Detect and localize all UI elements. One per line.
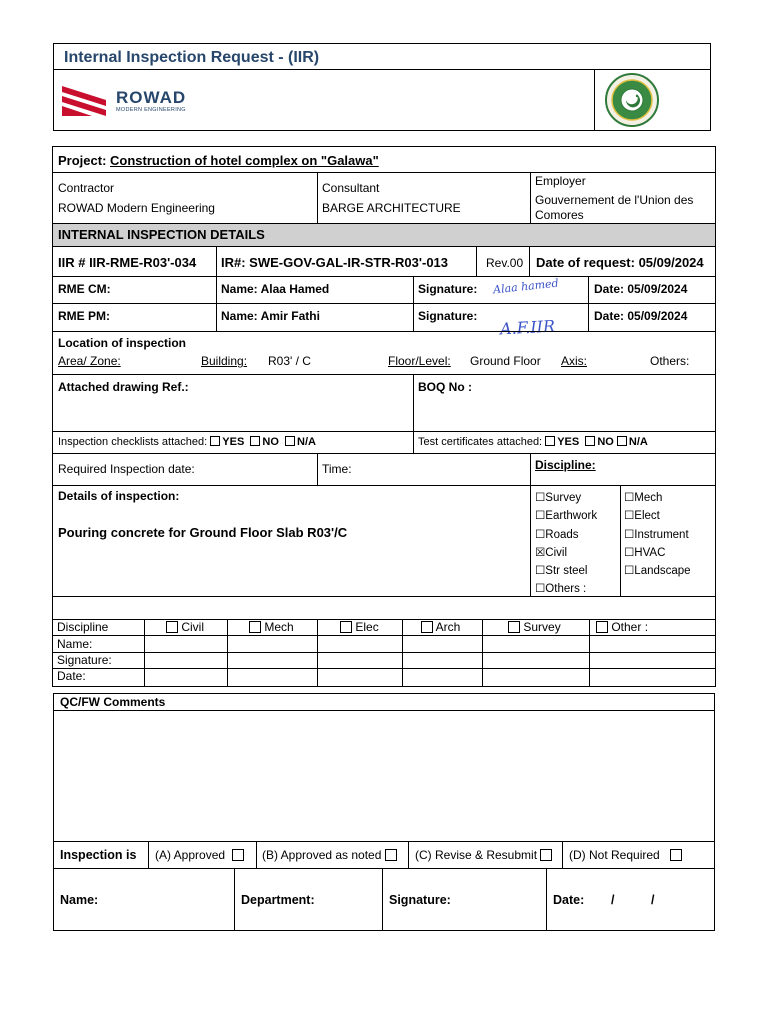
iir-number: IIR # IIR-RME-R03'-034 xyxy=(58,255,197,270)
header-box xyxy=(53,43,711,131)
rowad-logo-mark-icon xyxy=(62,82,110,120)
pm-date: Date: 05/09/2024 xyxy=(594,309,688,323)
signoff-elec: Elec xyxy=(340,620,379,634)
others-label: Others: xyxy=(650,354,690,368)
approved-as-noted-checkbox[interactable] xyxy=(385,849,397,861)
building-value: R03' / C xyxy=(268,354,311,368)
signoff-name-label: Name: xyxy=(57,637,93,651)
pm-signature-label: Signature: xyxy=(418,309,478,323)
boq-label: BOQ No : xyxy=(418,380,472,394)
discipline-roads[interactable]: ☐Roads xyxy=(535,528,579,541)
employer-value-2: Comores xyxy=(535,208,584,222)
discipline-elect[interactable]: ☐Elect xyxy=(624,510,660,523)
checklist-na-checkbox[interactable] xyxy=(285,436,295,446)
pm-label: RME PM: xyxy=(58,309,110,323)
discipline-others[interactable]: ☐Others : xyxy=(535,583,587,596)
certificates-attached: Test certificates attached: YES NO N/A xyxy=(418,436,648,448)
floor-level-label: Floor/Level: xyxy=(388,354,451,368)
footer-date-sep-2: / xyxy=(651,893,655,907)
cm-date: Date: 05/09/2024 xyxy=(594,282,688,296)
not-required-checkbox[interactable] xyxy=(670,849,682,861)
time-label: Time: xyxy=(322,462,352,476)
building-label: Building: xyxy=(201,354,248,368)
revision: Rev.00 xyxy=(486,256,524,270)
required-date-label: Required Inspection date: xyxy=(58,462,195,476)
cm-signature-label: Signature: xyxy=(418,282,478,296)
logo-name: ROWAD xyxy=(116,88,187,107)
signoff-grid xyxy=(52,619,716,686)
checklists-attached: Inspection checklists attached: YES NO N/A xyxy=(58,436,316,448)
signoff-mech: Mech xyxy=(249,620,294,634)
cert-no-checkbox[interactable] xyxy=(585,436,595,446)
discipline-earthwork[interactable]: ☐Earthwork xyxy=(535,510,598,523)
project-label: Project: Construction of hotel complex on "Galawa" xyxy=(58,153,379,168)
result-revise-resubmit: (C) Revise & Resubmit xyxy=(415,848,552,862)
signoff-discipline-header: Discipline xyxy=(57,620,109,634)
employer-value-1: Gouvernement de l'Union des xyxy=(535,193,694,207)
discipline-survey[interactable]: ☐Survey xyxy=(535,492,582,504)
checklist-yes-checkbox[interactable] xyxy=(210,436,220,446)
discipline-mech[interactable]: ☐Mech xyxy=(624,492,663,504)
logo-sub: MODERN ENGINEERING xyxy=(116,107,186,113)
discipline-options-left xyxy=(535,489,597,599)
discipline-civil[interactable]: ☒Civil xyxy=(535,546,568,559)
cm-label: RME CM: xyxy=(58,282,111,296)
approved-checkbox[interactable] xyxy=(232,849,244,861)
contractor-value: ROWAD Modern Engineering xyxy=(58,201,215,215)
signoff-other-checkbox[interactable] xyxy=(596,621,608,633)
result-not-required: (D) Not Required xyxy=(569,848,682,862)
footer-department-label: Department: xyxy=(241,893,315,907)
footer-name-label: Name: xyxy=(60,893,99,907)
footer-signature-label: Signature: xyxy=(389,893,451,907)
signoff-signature-label: Signature: xyxy=(57,653,112,667)
contractor-label: Contractor xyxy=(58,181,115,195)
result-approved-as-noted: (B) Approved as noted xyxy=(262,848,397,862)
discipline-instrument[interactable]: ☐Instrument xyxy=(624,528,689,541)
revise-resubmit-checkbox[interactable] xyxy=(540,849,552,861)
date-of-request: Date of request: 05/09/2024 xyxy=(536,255,704,270)
details-label: Details of inspection: xyxy=(58,489,180,503)
qc-comments-area[interactable] xyxy=(54,711,714,841)
checklist-no-checkbox[interactable] xyxy=(250,436,260,446)
result-approved: (A) Approved xyxy=(155,848,244,862)
project-value: Construction of hotel complex on "Galawa" xyxy=(110,153,379,168)
cert-na-checkbox[interactable] xyxy=(617,436,627,446)
discipline-landscape[interactable]: ☐Landscape xyxy=(624,565,691,578)
signoff-survey-checkbox[interactable] xyxy=(508,621,520,633)
signoff-survey: Survey xyxy=(508,620,561,634)
cm-name: Name: Alaa Hamed xyxy=(221,282,330,296)
signoff-civil-checkbox[interactable] xyxy=(166,621,178,633)
qc-comments-title: QC/FW Comments xyxy=(60,695,166,709)
drawing-ref-label: Attached drawing Ref.: xyxy=(58,380,189,394)
area-zone-label: Area/ Zone: xyxy=(58,354,121,368)
footer-date-label: Date: xyxy=(553,893,585,907)
cm-signature: Alaa hamed xyxy=(492,276,560,297)
employer-label: Employer xyxy=(535,174,586,188)
pm-name: Name: Amir Fathi xyxy=(221,309,320,323)
consultant-label: Consultant xyxy=(322,181,380,195)
location-title: Location of inspection xyxy=(58,336,186,350)
footer-date-sep-1: / xyxy=(611,893,615,907)
government-seal-icon xyxy=(604,72,660,131)
details-value: Pouring concrete for Ground Floor Slab R03'/C xyxy=(58,525,348,540)
signoff-date-label: Date: xyxy=(57,669,86,683)
discipline-str-steel[interactable]: ☐Str steel xyxy=(535,565,588,578)
consultant-value: BARGE ARCHITECTURE xyxy=(322,201,461,215)
rowad-logo xyxy=(62,82,222,122)
cert-yes-checkbox[interactable] xyxy=(545,436,555,446)
discipline-options-right xyxy=(624,489,691,580)
signoff-mech-checkbox[interactable] xyxy=(249,621,261,633)
pm-signature: A.F.IIR xyxy=(499,316,556,339)
ir-number: IR#: SWE-GOV-GAL-IR-STR-R03'-013 xyxy=(221,255,449,270)
floor-level-value: Ground Floor xyxy=(470,354,541,368)
inspection-is-label: Inspection is xyxy=(60,848,137,862)
discipline-label: Discipline: xyxy=(535,458,596,472)
section-title: INTERNAL INSPECTION DETAILS xyxy=(58,227,265,242)
signoff-other: Other : xyxy=(596,620,648,634)
signoff-arch: Arch xyxy=(421,620,460,634)
discipline-hvac[interactable]: ☐HVAC xyxy=(624,546,666,559)
signoff-arch-checkbox[interactable] xyxy=(421,621,433,633)
axis-label: Axis: xyxy=(561,354,588,368)
header-title: Internal Inspection Request - (IIR) xyxy=(64,49,320,66)
signoff-civil: Civil xyxy=(166,620,204,634)
signoff-elec-checkbox[interactable] xyxy=(340,621,352,633)
